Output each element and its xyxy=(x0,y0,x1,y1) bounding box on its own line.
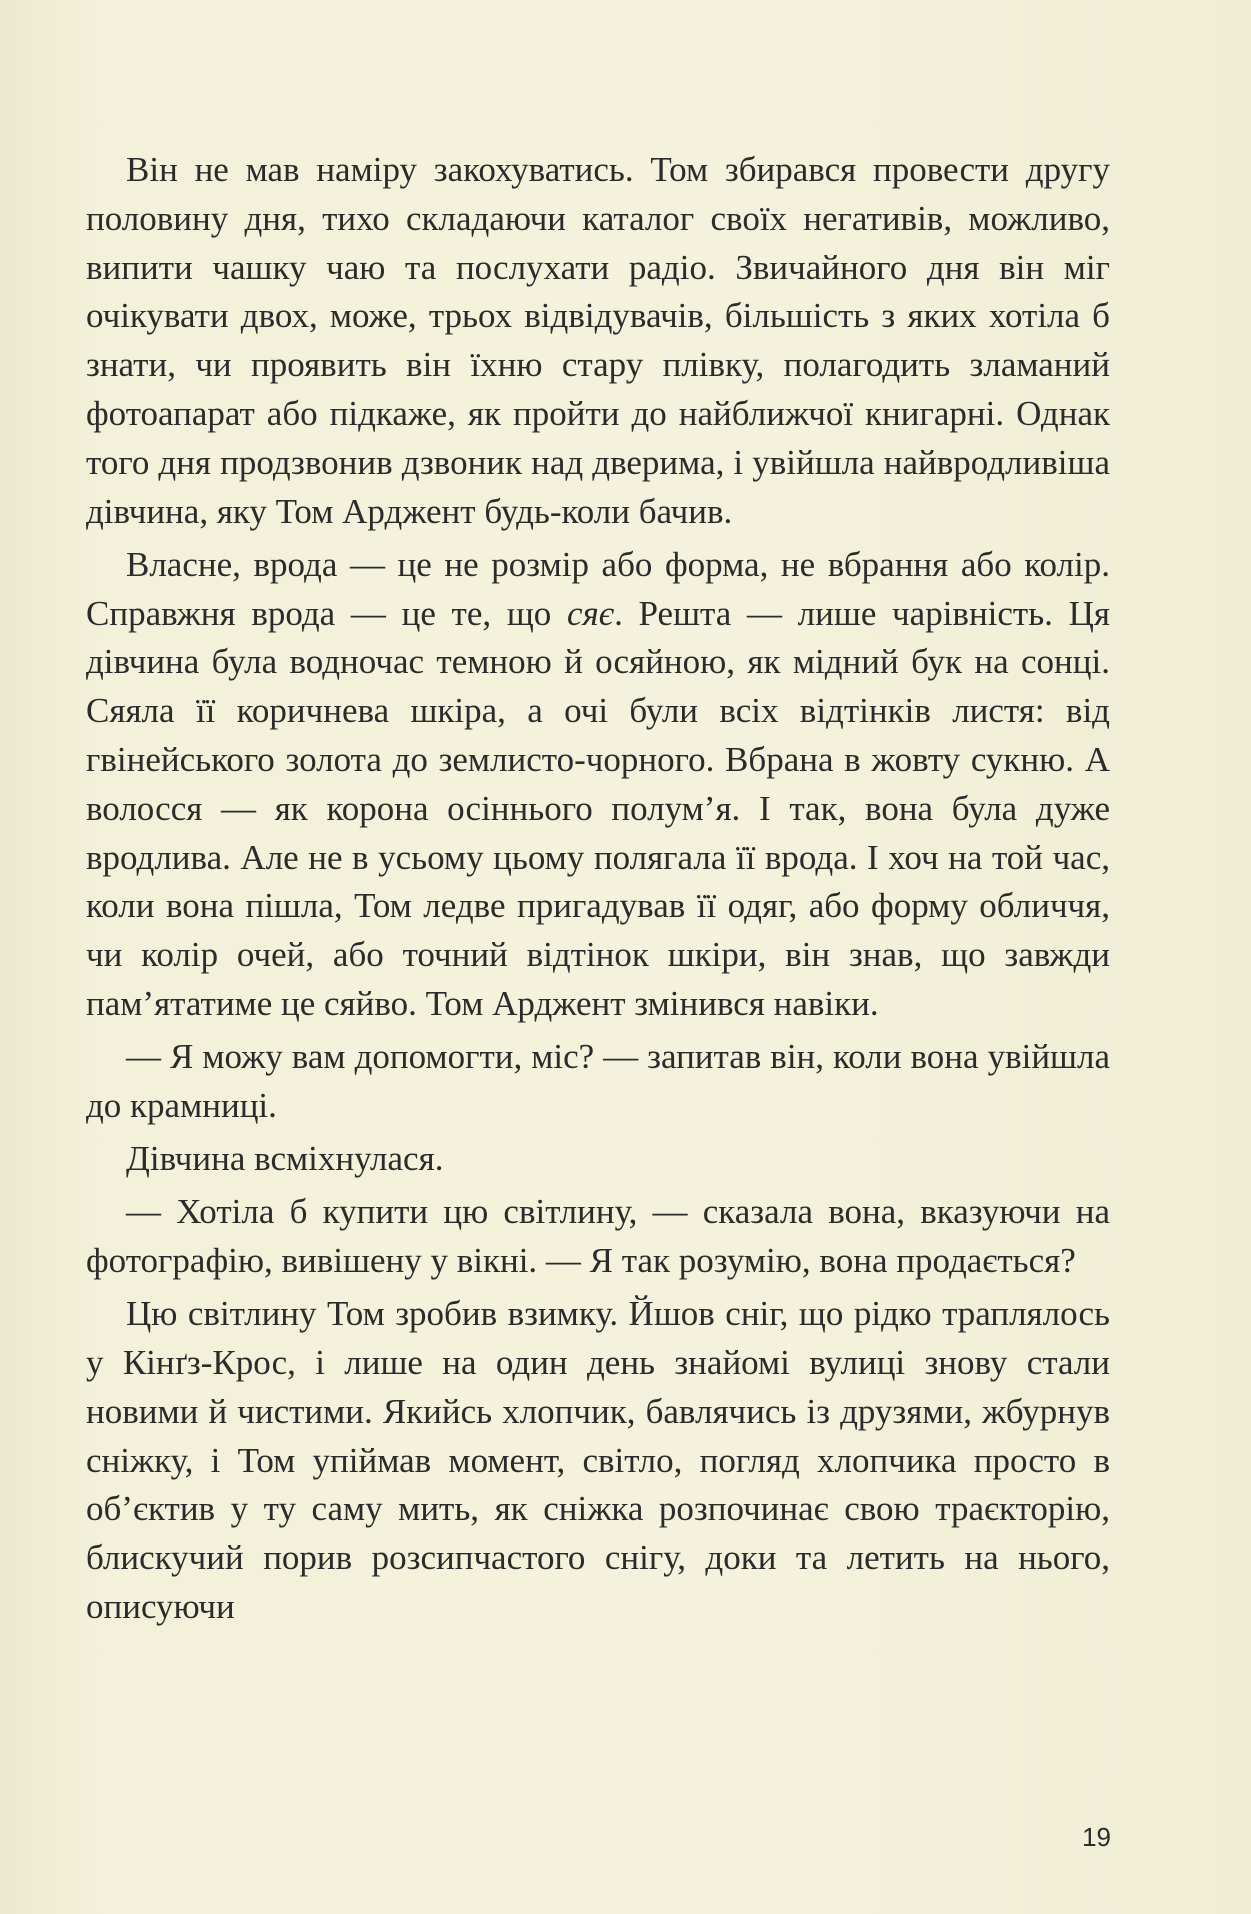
paragraph-2-part-1: Власне, врода — це не розмір або форма, не вбрання або колір. Справжня врода — це те, що xyxy=(86,544,1110,633)
paragraph-6: Цю світлину Том зробив взимку. Йшов сніг, що рідко траплялось у Кінґз-Крос, і лише на один день знайомі вулиці знову стали новими й чистими. Якийсь хлопчик, бавлячись із друзями, жбурнув сніжку, і Том упіймав момент, світло, погляд хлопчика просто в об’єктив у ту саму мить, як сніжка розпочинає свою траєкторію, блискучий порив розсипчастого снігу, доки та летить на нього, описуючи xyxy=(86,1294,1110,1627)
page-number: 19 xyxy=(1082,1822,1111,1852)
body-text xyxy=(86,146,1110,1636)
paragraph-1: Він не мав наміру закохуватись. Том збирався провести другу половину дня, тихо складаючи каталог своїх негативів, можливо, випити чашку чаю та послухати радіо. Звичайного дня він міг очікувати двох, може, трьох відвідувачів, більшість з яких хотіла б знати, чи проявить він їхню стару плівку, полагодить зламаний фотоапарат або підкаже, як пройти до найближчої книгарні. Однак того дня продзвонив дзвоник над дверима, і увійшла найвродливіша дівчина, яку Том Арджент будь-коли бачив. xyxy=(86,150,1110,531)
paragraph-2 xyxy=(86,541,1110,1029)
emphasized-word: сяє xyxy=(567,593,615,633)
paragraph-2-part-2: . Решта — лише чарівність. Ця дівчина була водночас темною й осяйною, як мідний бук на сонці. Сяяла її коричнева шкіра, а очі були всіх відтінків листя: від гвінейського золота до землисто-чорного. Вбрана в жовту сукню. А волосся — як корона осіннього полум’я. І так, вона була дуже вродлива. Але не в усьому цьому полягала її врода. І хоч на той час, коли вона пішла, Том ледве пригадував її одяг, або форму обличчя, чи колір очей, або точний відтінок шкіри, він знав, що завжди пам’ятатиме це сяйво. Том Арджент змінився навіки. xyxy=(86,593,1111,1023)
paragraph-4: Дівчина всміхнулася. xyxy=(126,1139,444,1179)
paragraph-5: — Хотіла б купити цю світлину, — сказала вона, вказуючи на фотографію, вивішену у вікні. — Я так розумію, вона продається? xyxy=(86,1192,1110,1281)
paragraph-3: — Я можу вам допомогти, міс? — запитав він, коли вона увійшла до крамниці. xyxy=(86,1037,1110,1125)
